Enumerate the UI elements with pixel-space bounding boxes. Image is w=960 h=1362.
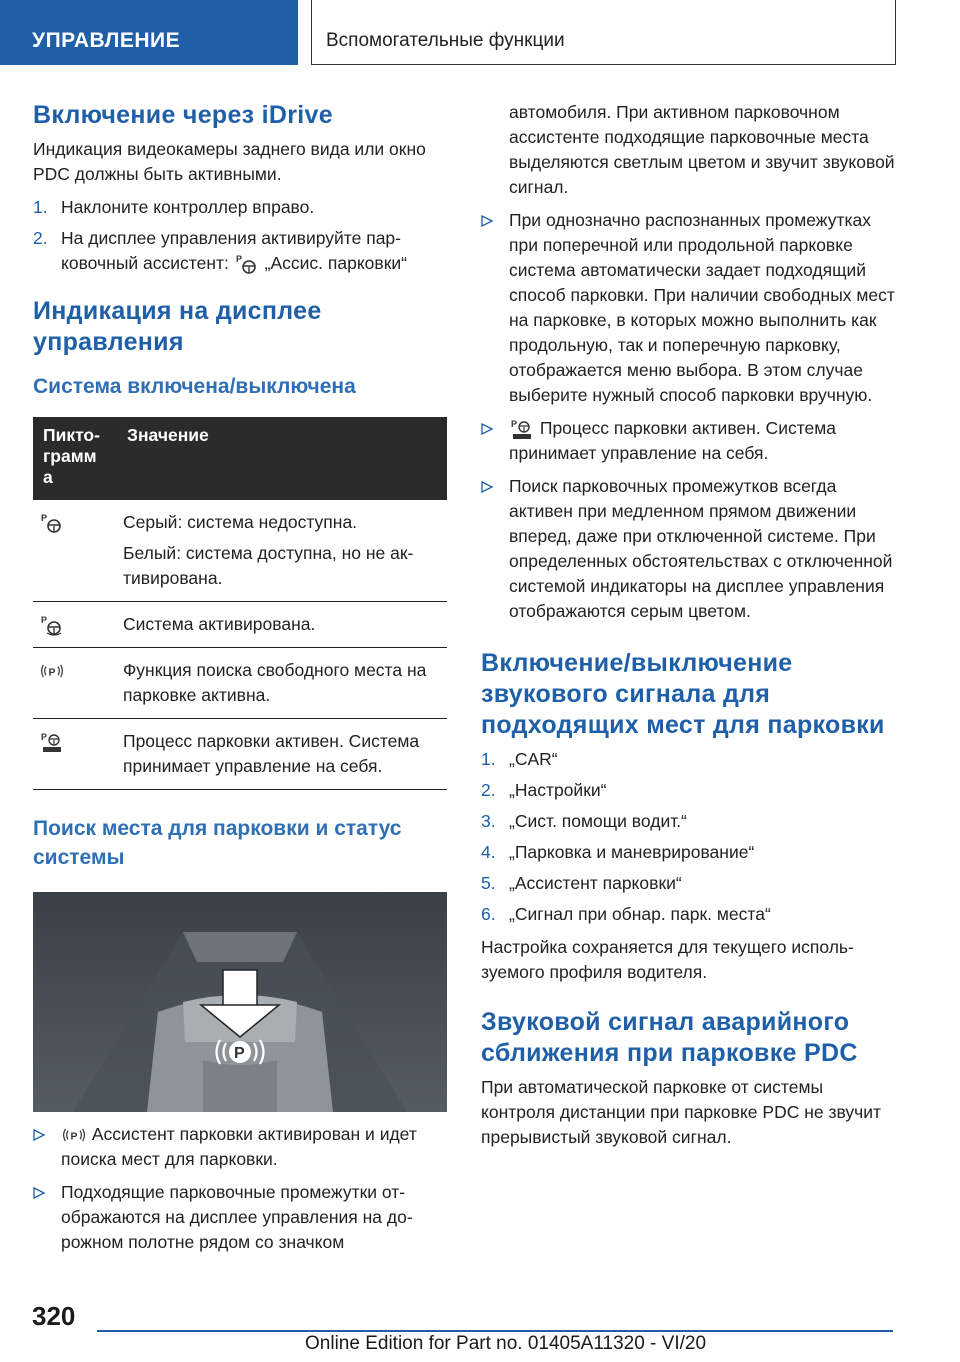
svg-text:P: P [41,513,48,524]
svg-text:P: P [41,615,48,626]
parking-assistant-icon [39,512,65,534]
parking-auto-icon [509,418,535,440]
triangle-bullet-icon [481,481,493,493]
list-item: 1. Наклоните контроллер вправо. [33,197,315,217]
heading-on-off: Система включена/выключена [33,375,356,398]
parking-space-search-icon [39,660,65,682]
left-column [33,100,449,1255]
parking-display-image [33,892,447,1112]
svg-text:P: P [41,732,48,743]
table-row: P Серый: система недоступна. Белый: система доступна, но не активирована. [33,500,447,602]
search-bullets [33,1122,449,1255]
heading-display: Индикация на дисплее управления [33,297,322,356]
list-item: 3. „Сист. помощи водит.“ [481,811,687,831]
paragraph-pdc: При автоматической парковке от системы контроля дистанции при парковке PDC не звучит прерывистый звуковой сигнал. [481,1077,882,1147]
parking-p-icon: P [234,1045,245,1062]
svg-text:P: P [511,419,518,430]
section-tab: УПРАВЛЕНИЕ [0,0,298,65]
list-item: 2. „Настройки“ [481,780,607,800]
list-item: 6. „Сигнал при обнар. парк. места“ [481,904,771,924]
table-row: P Система активирована. [33,602,447,648]
svg-text:P: P [48,667,56,679]
menu-path-list [481,747,897,927]
list-item: Поиск парковочных промежутков всегда активен при медленном прямом движении вперед, даже при отключенной системе. При определенных обстоятельствах с отключенной системой индикаторы на дисплее управления отображаются серым цветом. [481,474,897,624]
heading-idrive: Включение через iDrive [33,101,333,129]
page-number: 320 [32,1301,76,1331]
svg-text:P: P [235,254,242,265]
list-item: 4. „Парковка и маневрирование“ [481,842,755,862]
footer-divider [97,1330,893,1332]
table-row: P Функция поиска свободного места на парковке активна. [33,648,447,719]
parking-assistant-icon [234,253,260,275]
right-column [481,100,897,1150]
triangle-bullet-icon [481,423,493,435]
list-item: 1. „CAR“ [481,749,558,769]
triangle-bullet-icon [33,1129,45,1141]
parking-space-search-icon [61,1124,87,1146]
list-item: 2. На дисплее управления активируйте парковочный ассистент: P „Ассис. парковки“ [33,226,449,276]
system-bullets [481,208,897,624]
list-item: P Процесс парковки активен. Система принимает управление на себя. [481,416,897,466]
triangle-bullet-icon [481,215,493,227]
footer-edition: Online Edition for Part no. 01405A11320 - VI/20 [305,1333,707,1354]
list-item: P Ассистент парковки активирован и идет поиска мест для парковки. [33,1122,449,1172]
idrive-steps [33,195,449,276]
heading-pdc: Звуковой сигнал аварийного сближения при парковке PDC [481,1008,858,1067]
heading-search-status: Поиск места для парковки и статус системы [33,817,402,869]
svg-text:P: P [70,1131,78,1143]
table-row: P Процесс парковки активен. Система принимает управление на себя. [33,719,447,790]
list-item: При однозначно распознанных промежутках при поперечной или продольной парковке система автоматически задает подходящий способ парковки. При наличии свободных мест на парковке, в которых можно выполнить как продольную, так и поперечную парковку, отображается меню выбора. В этом случае выберите нужный способ парковки вручную. [481,208,897,408]
pictogram-table [33,417,447,790]
list-item: Подходящие парковочные промежутки отображаются на дисплее управления на дорожном полотне рядом со значком [33,1180,449,1255]
paragraph-idrive: Индикация видеокамеры заднего вида или окно PDC должны быть активными. [33,139,426,184]
heading-sound-toggle: Включение/выключение звукового сигнала для подходящих мест для парковки [481,649,885,739]
parking-assistant-active-icon [39,614,65,636]
col-header-pictogram: Пиктограмм а [33,417,117,500]
chapter-title: Вспомогательные функции [311,0,896,65]
triangle-bullet-icon [33,1187,45,1199]
col-header-meaning: Значение [117,417,447,500]
paragraph-saved: Настройка сохраняется для текущего используемого профиля водителя. [481,937,854,982]
parking-auto-icon [39,731,65,753]
paragraph-continued: автомобиля. При активном парковочном ассистенте подходящие парковочные места выделяются светлым цветом и звучит звуковой сигнал. [509,102,895,197]
list-item: 5. „Ассистент парковки“ [481,873,682,893]
